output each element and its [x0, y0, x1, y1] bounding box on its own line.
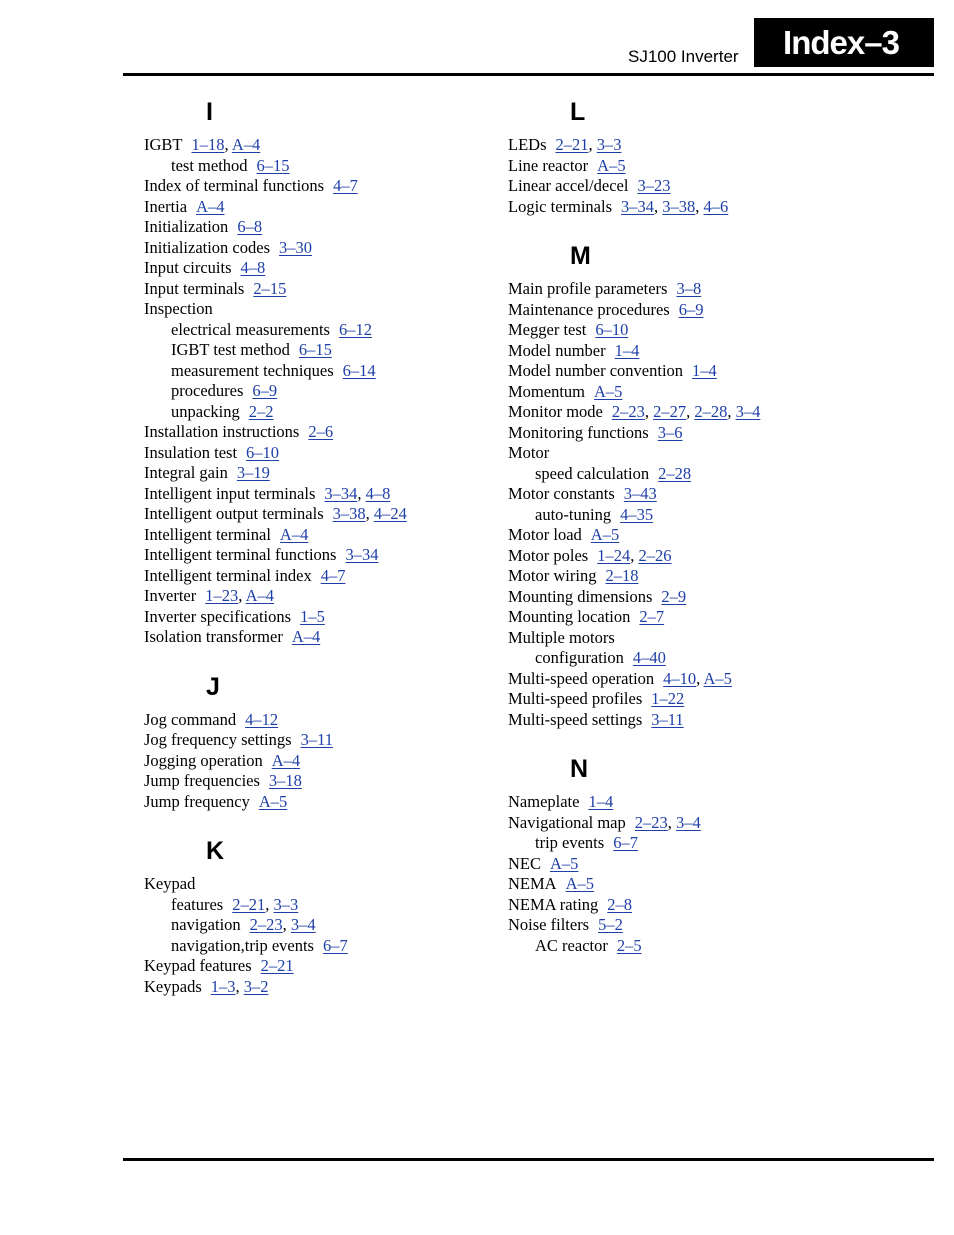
ref-separator: ,	[224, 135, 232, 154]
running-header-product: SJ100 Inverter	[628, 47, 739, 66]
index-entry-jog-frequency-settings	[144, 730, 494, 751]
index-column-right	[508, 93, 928, 976]
page-ref-link[interactable]: 4–12	[245, 709, 279, 729]
page-ref-link[interactable]: 3–11	[651, 709, 684, 729]
page-ref-link[interactable]: 6–15	[298, 340, 332, 359]
index-entry-multi-speed-operation	[508, 669, 928, 690]
page-ref-link[interactable]: 1–24	[597, 545, 631, 565]
index-entry-input-circuits	[144, 258, 494, 279]
index-term: trip events	[535, 833, 605, 852]
page-ref-link[interactable]: 6–12	[338, 319, 372, 339]
index-term: Mounting dimensions	[508, 586, 653, 606]
index-term: LEDs	[508, 135, 547, 154]
index-entry-keypads	[144, 977, 494, 998]
index-subentry-ac-reactor	[508, 936, 928, 957]
index-entry-leds	[508, 135, 928, 156]
index-term: Initialization	[144, 217, 229, 236]
index-term: Input circuits	[144, 258, 232, 277]
page-number-box: Index–3	[754, 18, 934, 67]
index-term: Motor poles	[508, 545, 589, 565]
index-entry-index-of-terminal-functions	[144, 176, 494, 197]
page-ref-link[interactable]: 3–34	[621, 196, 655, 216]
index-entry-motor-constants	[508, 484, 928, 505]
page-ref-link[interactable]: 2–23	[634, 812, 668, 832]
page-ref-link[interactable]: 6–10	[595, 320, 629, 339]
index-term: Multi-speed operation	[508, 668, 655, 688]
index-term: Momentum	[508, 381, 585, 401]
page-ref-link[interactable]: 4–24	[373, 504, 407, 523]
index-term: measurement techniques	[171, 360, 334, 380]
page-ref-link[interactable]: 2–23	[611, 402, 645, 421]
index-term: Intelligent terminal functions	[144, 545, 337, 564]
index-term: Motor	[508, 443, 550, 462]
page-ref-link[interactable]: 3–23	[637, 176, 671, 195]
index-term: features	[171, 894, 224, 914]
page-ref-link[interactable]: 2–21	[232, 894, 266, 914]
ref-separator: ,	[630, 545, 639, 565]
index-entry-logic-terminals	[508, 197, 928, 218]
index-section-k	[144, 832, 494, 997]
page-ref-link[interactable]: A–5	[258, 791, 288, 811]
page-ref-link[interactable]: 2–9	[661, 586, 687, 606]
page-ref-link[interactable]: 3–4	[290, 915, 316, 934]
index-entry-motor-wiring	[508, 566, 928, 587]
index-term: Inverter	[144, 586, 197, 605]
index-entry-monitoring-functions	[508, 423, 928, 444]
page-ref-link[interactable]: 4–7	[333, 176, 358, 195]
ref-separator: ,	[686, 402, 695, 421]
index-term: Keypad	[144, 874, 196, 893]
index-term: Keypads	[144, 976, 202, 996]
page-ref-link[interactable]: 2–18	[605, 566, 639, 585]
page-ref-link[interactable]: 2–7	[639, 607, 665, 626]
page-ref-link[interactable]: 2–21	[260, 956, 294, 975]
index-term: Initialization codes	[144, 237, 270, 257]
index-term: Logic terminals	[508, 196, 613, 216]
ref-separator: ,	[695, 196, 704, 216]
index-term: Main profile parameters	[508, 279, 668, 298]
index-entry-jump-frequencies	[144, 771, 494, 792]
section-letter-heading: N	[570, 755, 589, 783]
page-ref-link[interactable]: 6–7	[322, 935, 348, 955]
page-ref-link[interactable]: A–5	[703, 668, 732, 688]
index-term: Motor wiring	[508, 566, 597, 585]
index-entry-main-profile-parameters	[508, 279, 928, 300]
index-entry-installation-instructions	[144, 422, 494, 443]
page-ref-link[interactable]: 3–3	[273, 894, 299, 914]
page-ref-link[interactable]: A–4	[291, 627, 321, 646]
index-term: Isolation transformer	[144, 627, 283, 646]
index-entry-initialization-codes	[144, 238, 494, 259]
index-term: test method	[171, 155, 248, 175]
index-entry-intelligent-input-terminals	[144, 484, 494, 505]
index-subentry-unpacking	[144, 402, 494, 423]
index-term: Jogging operation	[144, 750, 263, 770]
index-entry-keypad	[144, 874, 494, 895]
page-ref-link[interactable]: 3–30	[279, 237, 312, 257]
index-term: Intelligent input terminals	[144, 483, 316, 503]
page-ref-link[interactable]: A–4	[271, 750, 301, 770]
index-entry-model-number	[508, 341, 928, 362]
index-term: AC reactor	[535, 935, 608, 955]
ref-separator: ,	[667, 812, 677, 832]
index-term: NEMA rating	[508, 894, 599, 914]
index-term: configuration	[535, 648, 624, 667]
index-entry-jog-command	[144, 710, 494, 731]
footer-rule	[123, 1158, 934, 1161]
page-ref-link[interactable]: A–5	[590, 525, 620, 544]
index-term: Monitor mode	[508, 402, 603, 421]
index-section-i	[144, 93, 494, 648]
index-subentry-igbt-test-method	[144, 340, 494, 361]
page-ref-link[interactable]: 3–2	[243, 976, 269, 996]
page-ref-link[interactable]: 1–4	[588, 792, 614, 811]
index-subentry-measurement-techniques	[144, 361, 494, 382]
page-ref-link[interactable]: 4–35	[620, 504, 654, 524]
page-ref-link[interactable]: A–5	[594, 381, 623, 401]
index-term: Inspection	[144, 299, 213, 318]
index-entry-line-reactor	[508, 156, 928, 177]
index-subentry-features	[144, 895, 494, 916]
index-entry-input-terminals	[144, 279, 494, 300]
section-letter-heading: L	[570, 98, 586, 126]
page-ref-link[interactable]: 4–6	[703, 196, 729, 216]
index-entry-intelligent-terminal	[144, 525, 494, 546]
index-term: Keypad features	[144, 956, 252, 975]
page-ref-link[interactable]: 6–9	[678, 299, 704, 319]
index-term: Motor load	[508, 525, 582, 544]
index-term: NEC	[508, 853, 541, 873]
index-entry-mounting-location	[508, 607, 928, 628]
index-term: Model number convention	[508, 361, 684, 380]
page-ref-link[interactable]: 1–18	[191, 135, 225, 154]
index-term: Navigational map	[508, 812, 626, 832]
index-term: navigation,trip events	[171, 935, 314, 955]
page-ref-link[interactable]: 4–8	[240, 258, 266, 277]
index-subentry-test-method	[144, 156, 494, 177]
page-ref-link[interactable]: A–5	[550, 853, 579, 873]
index-term: Index of terminal functions	[144, 176, 325, 195]
page-ref-link[interactable]: 2–23	[249, 915, 283, 934]
index-term: Intelligent terminal index	[144, 565, 312, 585]
page-ref-link[interactable]: A–5	[565, 874, 595, 893]
index-term: Insulation test	[144, 442, 238, 462]
index-term: Linear accel/decel	[508, 176, 629, 195]
ref-separator: ,	[357, 483, 366, 503]
index-subentry-navigation-trip-events	[144, 936, 494, 957]
ref-separator: ,	[235, 976, 244, 996]
page-ref-link[interactable]: 3–4	[676, 812, 701, 832]
index-term: speed calculation	[535, 463, 650, 483]
page-ref-link[interactable]: 4–40	[632, 648, 666, 667]
index-entry-insulation-test	[144, 443, 494, 464]
page-ref-link[interactable]: 1–5	[300, 606, 325, 626]
index-entry-nameplate	[508, 792, 928, 813]
index-term: Inverter specifications	[144, 606, 292, 626]
index-entry-multi-speed-settings	[508, 710, 928, 731]
index-entry-motor-load	[508, 525, 928, 546]
section-letter-heading: M	[570, 242, 591, 270]
page-ref-link[interactable]: 6–7	[613, 833, 638, 852]
index-section-j	[144, 668, 494, 813]
index-entry-momentum	[508, 382, 928, 403]
page-ref-link[interactable]: 6–10	[246, 442, 280, 462]
index-entry-intelligent-output-terminals	[144, 504, 494, 525]
page-ref-link[interactable]: 5–2	[598, 915, 623, 934]
index-entry-jogging-operation	[144, 751, 494, 772]
index-entry-intelligent-terminal-index	[144, 566, 494, 587]
index-entry-maintenance-procedures	[508, 300, 928, 321]
section-letter-heading: J	[206, 672, 220, 701]
ref-separator: ,	[644, 402, 654, 421]
index-entry-nema	[508, 874, 928, 895]
ref-separator: ,	[654, 196, 663, 216]
page-ref-link[interactable]: 3–6	[657, 422, 683, 442]
page-ref-link[interactable]: 4–8	[365, 483, 391, 503]
index-column-left	[144, 93, 494, 1017]
page-ref-link[interactable]: 1–22	[651, 689, 685, 708]
page-ref-link[interactable]: 3–11	[300, 730, 333, 749]
page-ref-link[interactable]: 3–38	[662, 196, 696, 216]
page-ref-link[interactable]: 2–26	[638, 545, 672, 565]
section-letter-heading: K	[206, 837, 225, 865]
ref-separator: ,	[588, 135, 597, 154]
index-entry-nema-rating	[508, 895, 928, 916]
index-entry-linear-accel-decel	[508, 176, 928, 197]
page-ref-link[interactable]: 4–10	[663, 668, 697, 688]
page-ref-link[interactable]: 1–23	[205, 586, 239, 605]
index-term: Jog command	[144, 709, 237, 729]
page-ref-link[interactable]: 3–34	[324, 483, 358, 503]
index-term: Line reactor	[508, 155, 589, 175]
ref-separator: ,	[282, 915, 291, 934]
page-ref-link[interactable]: 2–6	[308, 422, 334, 441]
index-term: Monitoring functions	[508, 422, 649, 442]
index-term: unpacking	[171, 401, 240, 421]
index-entry-jump-frequency	[144, 792, 494, 813]
index-term: Multi-speed profiles	[508, 689, 643, 708]
page-ref-link[interactable]: A–4	[245, 586, 274, 605]
page-ref-link[interactable]: 1–3	[210, 976, 236, 996]
page-ref-link[interactable]: 2–27	[653, 402, 687, 421]
ref-separator: ,	[365, 504, 374, 523]
index-subentry-speed-calculation	[508, 464, 928, 485]
index-term: Input terminals	[144, 278, 245, 298]
page-ref-link[interactable]: 3–34	[345, 545, 379, 564]
index-section-l	[508, 93, 928, 217]
ref-separator: ,	[696, 668, 704, 688]
index-entry-initialization	[144, 217, 494, 238]
index-section-m	[508, 237, 928, 730]
page-ref-link[interactable]: 6–9	[252, 381, 278, 400]
index-entry-monitor-mode	[508, 402, 928, 423]
page-ref-link[interactable]: 3–18	[268, 771, 302, 790]
index-entry-model-number-convention	[508, 361, 928, 382]
index-entry-igbt	[144, 135, 494, 156]
index-entry-isolation-transformer	[144, 627, 494, 648]
page-ref-link[interactable]: 6–15	[256, 155, 290, 175]
index-term: electrical measurements	[171, 319, 330, 339]
index-subentry-navigation	[144, 915, 494, 936]
index-term: Integral gain	[144, 463, 228, 482]
page-ref-link[interactable]: 6–14	[342, 360, 376, 380]
page-ref-link[interactable]: 3–8	[676, 279, 702, 298]
index-term: Mounting location	[508, 607, 631, 626]
index-term: Jump frequencies	[144, 771, 260, 790]
index-section-n	[508, 750, 928, 956]
page-ref-link[interactable]: 2–21	[555, 135, 589, 154]
index-entry-motor	[508, 443, 928, 464]
index-term: Installation instructions	[144, 422, 300, 441]
index-entry-nec	[508, 854, 928, 875]
index-term: Intelligent output terminals	[144, 504, 324, 523]
page-ref-link[interactable]: 2–8	[607, 894, 633, 914]
index-entry-motor-poles	[508, 546, 928, 567]
index-term: auto-tuning	[535, 504, 612, 524]
index-term: Jump frequency	[144, 791, 250, 811]
page-ref-link[interactable]: 1–4	[692, 361, 717, 380]
ref-separator: ,	[238, 586, 246, 605]
index-entry-intelligent-terminal-functions	[144, 545, 494, 566]
ref-separator: ,	[727, 402, 736, 421]
index-term: IGBT test method	[171, 340, 290, 359]
index-term: Megger test	[508, 320, 587, 339]
index-term: Nameplate	[508, 792, 580, 811]
page-ref-link[interactable]: 2–2	[248, 401, 274, 421]
page-ref-link[interactable]: 3–3	[596, 135, 622, 154]
page-ref-link[interactable]: 3–4	[735, 402, 761, 421]
page-ref-link[interactable]: 3–19	[236, 463, 270, 482]
header-rule	[123, 73, 934, 76]
page-ref-link[interactable]: 2–5	[616, 935, 642, 955]
index-term: Motor constants	[508, 484, 615, 503]
index-subentry-electrical-measurements	[144, 320, 494, 341]
index-term: Maintenance procedures	[508, 299, 670, 319]
index-term: NEMA	[508, 874, 557, 893]
page-ref-link[interactable]: 4–7	[320, 565, 346, 585]
index-entry-navigational-map	[508, 813, 928, 834]
index-entry-mounting-dimensions	[508, 587, 928, 608]
section-letter-heading: I	[206, 98, 213, 126]
page-ref-link[interactable]: A–4	[196, 196, 225, 216]
index-entry-multiple-motors	[508, 628, 928, 649]
index-term: Noise filters	[508, 915, 590, 934]
index-subentry-auto-tuning	[508, 505, 928, 526]
index-subentry-configuration	[508, 648, 928, 669]
page-ref-link[interactable]: 1–4	[614, 340, 640, 360]
index-term: IGBT	[144, 135, 183, 154]
page-ref-link[interactable]: A–4	[279, 524, 309, 544]
index-term: Intelligent terminal	[144, 524, 271, 544]
page-ref-link[interactable]: 2–28	[694, 402, 728, 421]
index-term: Multiple motors	[508, 627, 615, 647]
index-term: navigation	[171, 915, 241, 934]
page-ref-link[interactable]: 6–8	[237, 217, 263, 236]
index-term: Model number	[508, 340, 606, 360]
index-entry-inertia	[144, 197, 494, 218]
index-entry-inspection	[144, 299, 494, 320]
index-entry-inverter-specifications	[144, 607, 494, 628]
index-entry-integral-gain	[144, 463, 494, 484]
index-subentry-trip-events	[508, 833, 928, 854]
page-ref-link[interactable]: A–4	[231, 135, 261, 154]
page-ref-link[interactable]: 3–43	[623, 484, 657, 503]
page-ref-link[interactable]: 3–38	[332, 504, 366, 523]
page-ref-link[interactable]: 2–15	[253, 278, 287, 298]
page-ref-link[interactable]: 2–28	[658, 463, 692, 483]
index-entry-megger-test	[508, 320, 928, 341]
page-ref-link[interactable]: A–5	[597, 155, 626, 175]
index-subentry-procedures	[144, 381, 494, 402]
index-term: Jog frequency settings	[144, 730, 292, 749]
index-term: Multi-speed settings	[508, 709, 643, 729]
index-entry-multi-speed-profiles	[508, 689, 928, 710]
index-entry-inverter	[144, 586, 494, 607]
index-entry-noise-filters	[508, 915, 928, 936]
index-term: Inertia	[144, 196, 188, 216]
index-term: procedures	[171, 381, 244, 400]
ref-separator: ,	[265, 894, 274, 914]
index-entry-keypad-features	[144, 956, 494, 977]
